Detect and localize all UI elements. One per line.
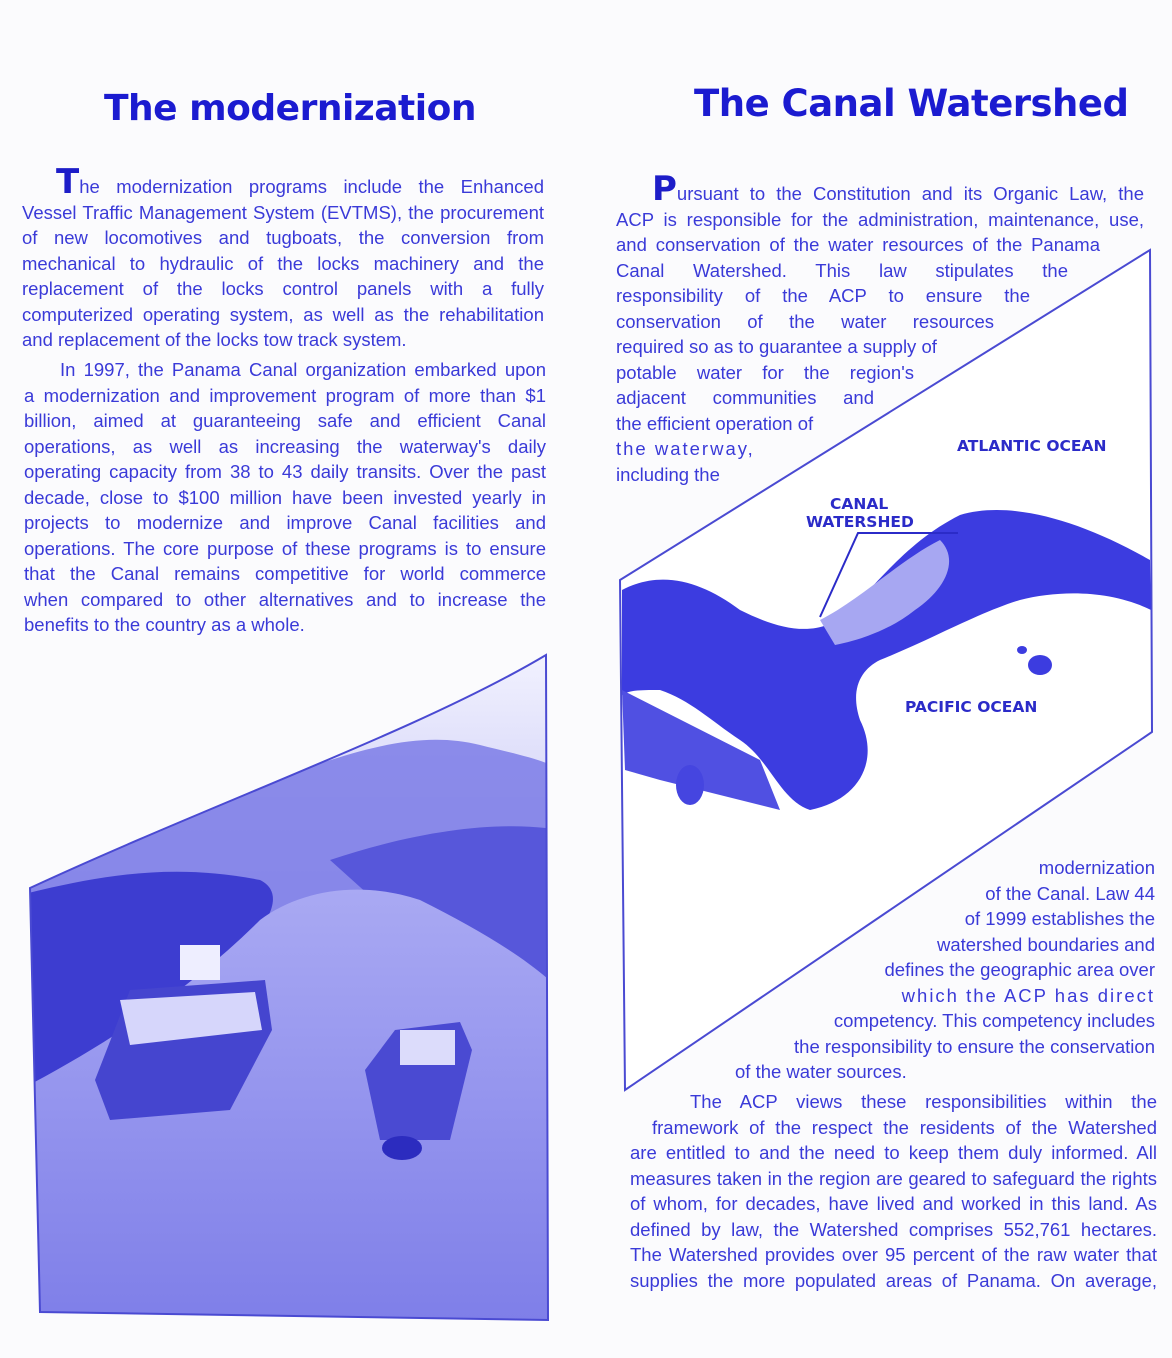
paragraph-line: computerized operating system, as well as the rehabilitation <box>22 303 544 325</box>
modernization-title: The modernization <box>104 88 476 129</box>
paragraph-line: Pursuant to the Constitution and its Organic Law, the <box>652 169 1144 209</box>
paragraph-line: defines the geographic area over <box>884 959 1155 980</box>
paragraph-line: and conservation of the water resources of the Panama <box>616 234 1100 255</box>
paragraph-line: In 1997, the Panama Canal organization embarked upon <box>60 359 546 380</box>
paragraph-line: of the water sources. <box>735 1061 907 1082</box>
pacific-ocean-label: PACIFIC OCEAN <box>905 698 1038 716</box>
paragraph-line: and replacement of the locks tow track system. <box>22 329 407 350</box>
canal-watershed-title: The Canal Watershed <box>694 82 1129 125</box>
modernization-paragraph-2 <box>24 357 546 638</box>
paragraph-line: operations, as well as increasing the waterway's daily <box>24 435 546 457</box>
watershed-paragraph-1-continued <box>620 855 1155 1085</box>
paragraph-line: that the Canal remains competitive for world commerce <box>24 563 546 584</box>
atlantic-ocean-label: ATLANTIC OCEAN <box>957 437 1107 455</box>
paragraph-line: The modernization programs include the Enhanced <box>56 162 544 202</box>
paragraph-line: adjacent communities and <box>616 387 874 408</box>
paragraph-line: of whom, for decades, have lived and worked in this land. As <box>630 1193 1157 1214</box>
watershed-paragraph-2 <box>630 1089 1157 1293</box>
paragraph-line: required so as to guarantee a supply of <box>616 336 937 357</box>
drop-cap-p: P <box>652 169 677 209</box>
paragraph-line: Canal Watershed. This law stipulates the <box>616 259 1068 281</box>
paragraph-line: mechanical to hydraulic of the locks machinery and the <box>22 252 544 274</box>
paragraph-line: of new locomotives and tugboats, the conversion from <box>22 227 544 248</box>
canal-watershed-label-line2: WATERSHED <box>806 513 914 531</box>
watershed-paragraph-1 <box>616 169 1144 487</box>
paragraph-line: ACP is responsible for the administration, maintenance, use, <box>616 208 1144 230</box>
paragraph-line: are entitled to and the need to keep them duly informed. All <box>630 1142 1157 1163</box>
paragraph-line: the waterway, <box>616 438 755 459</box>
paragraph-line: decade, close to $100 million have been invested yearly in <box>24 486 546 508</box>
paragraph-line: defined by law, the Watershed comprises 552,761 hectares. <box>630 1218 1157 1240</box>
paragraph-line: modernization <box>1038 857 1155 878</box>
canal-photo <box>0 640 600 1340</box>
paragraph-line: The ACP views these responsibilities within the <box>690 1091 1157 1112</box>
paragraph-line: a modernization and improvement program of more than $1 <box>24 384 546 406</box>
paragraph-line: which the ACP has direct <box>901 984 1155 1006</box>
drop-cap-t: T <box>56 162 80 202</box>
paragraph-line: of the Canal. Law 44 <box>985 882 1155 904</box>
paragraph-line: measures taken in the region are geared to safeguard the rights <box>630 1167 1157 1189</box>
modernization-paragraph-1 <box>22 162 544 353</box>
paragraph-line: watershed boundaries and <box>936 933 1155 955</box>
paragraph-line: replacement of the locks control panels with a fully <box>22 278 544 299</box>
paragraph-line: of 1999 establishes the <box>964 908 1155 929</box>
paragraph-line: billion, aimed at guaranteeing safe and efficient Canal <box>24 410 546 431</box>
paragraph-line: The Watershed provides over 95 percent of the raw water that <box>630 1244 1157 1265</box>
paragraph-line: competency. This competency includes <box>833 1010 1155 1031</box>
paragraph-line: responsibility of the ACP to ensure the <box>616 285 1030 306</box>
paragraph-line: projects to modernize and improve Canal facilities and <box>24 512 546 533</box>
canal-watershed-label-line1: CANAL <box>830 495 889 513</box>
paragraph-line: benefits to the country as a whole. <box>24 614 305 635</box>
paragraph-line: when compared to other alternatives and to increase the <box>24 588 546 610</box>
paragraph-line: operations. The core purpose of these programs is to ensure <box>24 537 546 559</box>
paragraph-line: potable water for the region's <box>616 361 914 383</box>
paragraph-line: including the <box>616 463 720 485</box>
paragraph-line: Vessel Traffic Management System (EVTMS), the procurement <box>22 201 544 223</box>
paragraph-line: supplies the more populated areas of Panama. On average, <box>630 1269 1157 1291</box>
paragraph-line: framework of the respect the residents of the Watershed <box>652 1116 1157 1138</box>
paragraph-line: the efficient operation of <box>616 412 814 434</box>
paragraph-line: conservation of the water resources <box>616 310 994 332</box>
paragraph-line: the responsibility to ensure the conservation <box>794 1035 1155 1057</box>
paragraph-line: operating capacity from 38 to 43 daily transits. Over the past <box>24 461 546 482</box>
